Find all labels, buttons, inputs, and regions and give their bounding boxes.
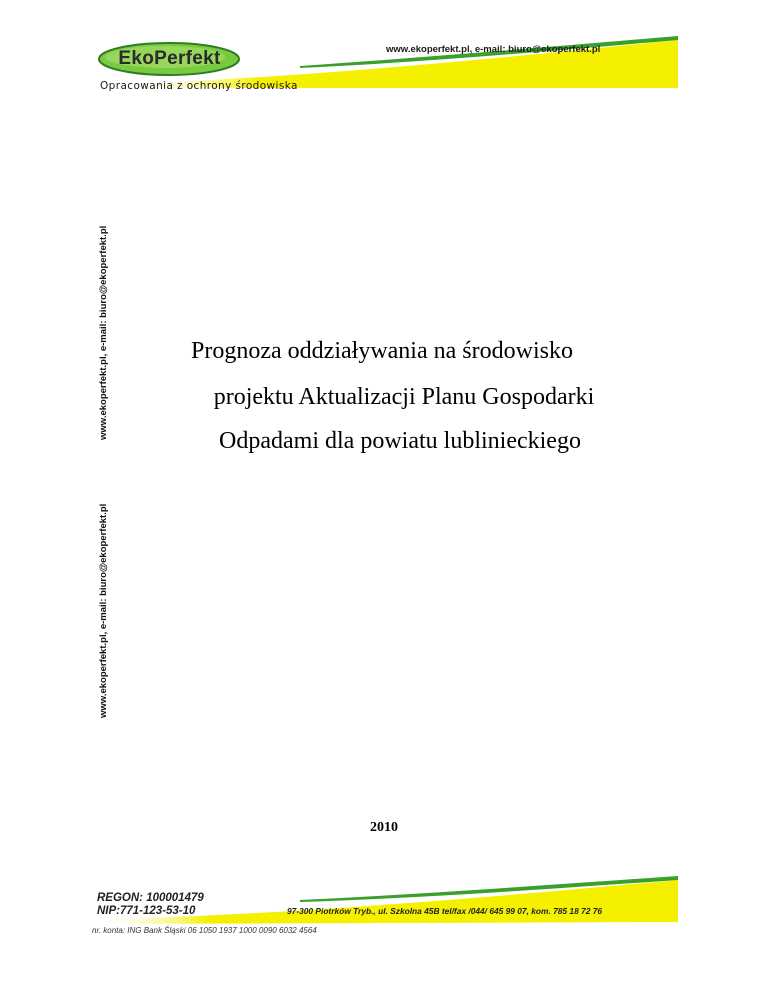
title-line-2: projektu Aktualizacji Planu Gospodarki: [213, 384, 595, 410]
page-header: [0, 0, 768, 100]
footer-regon: REGON: 100001479: [97, 892, 204, 904]
company-tagline: Opracowania z ochrony środowiska: [100, 80, 298, 92]
side-contact-2: www.ekoperfekt.pl, e-mail: biuro@ekoperfekt.pl: [98, 503, 109, 718]
footer-address: 97-300 Piotrków Tryb., ul. Szkolna 45B tel/fax /044/ 645 99 07, kom. 785 18 72 76: [287, 906, 603, 916]
logo-text: EkoPerfekt: [118, 48, 221, 69]
footer-bank-account: nr. konta: ING Bank Śląski 06 1050 1937 1000 0090 6032 4564: [92, 926, 317, 935]
side-contact-1: www.ekoperfekt.pl, e-mail: biuro@ekoperfekt.pl: [98, 225, 109, 440]
title-line-3: Odpadami dla powiatu lublinieckiego: [219, 428, 581, 454]
header-contact: www.ekoperfekt.pl, e-mail: biuro@ekoperfekt.pl: [386, 44, 601, 55]
document-year: 2010: [370, 820, 398, 835]
title-line-1: Prognoza oddziaływania na środowisko: [191, 338, 573, 364]
footer-nip: NIP:771-123-53-10: [97, 905, 196, 917]
company-logo: [97, 41, 242, 77]
